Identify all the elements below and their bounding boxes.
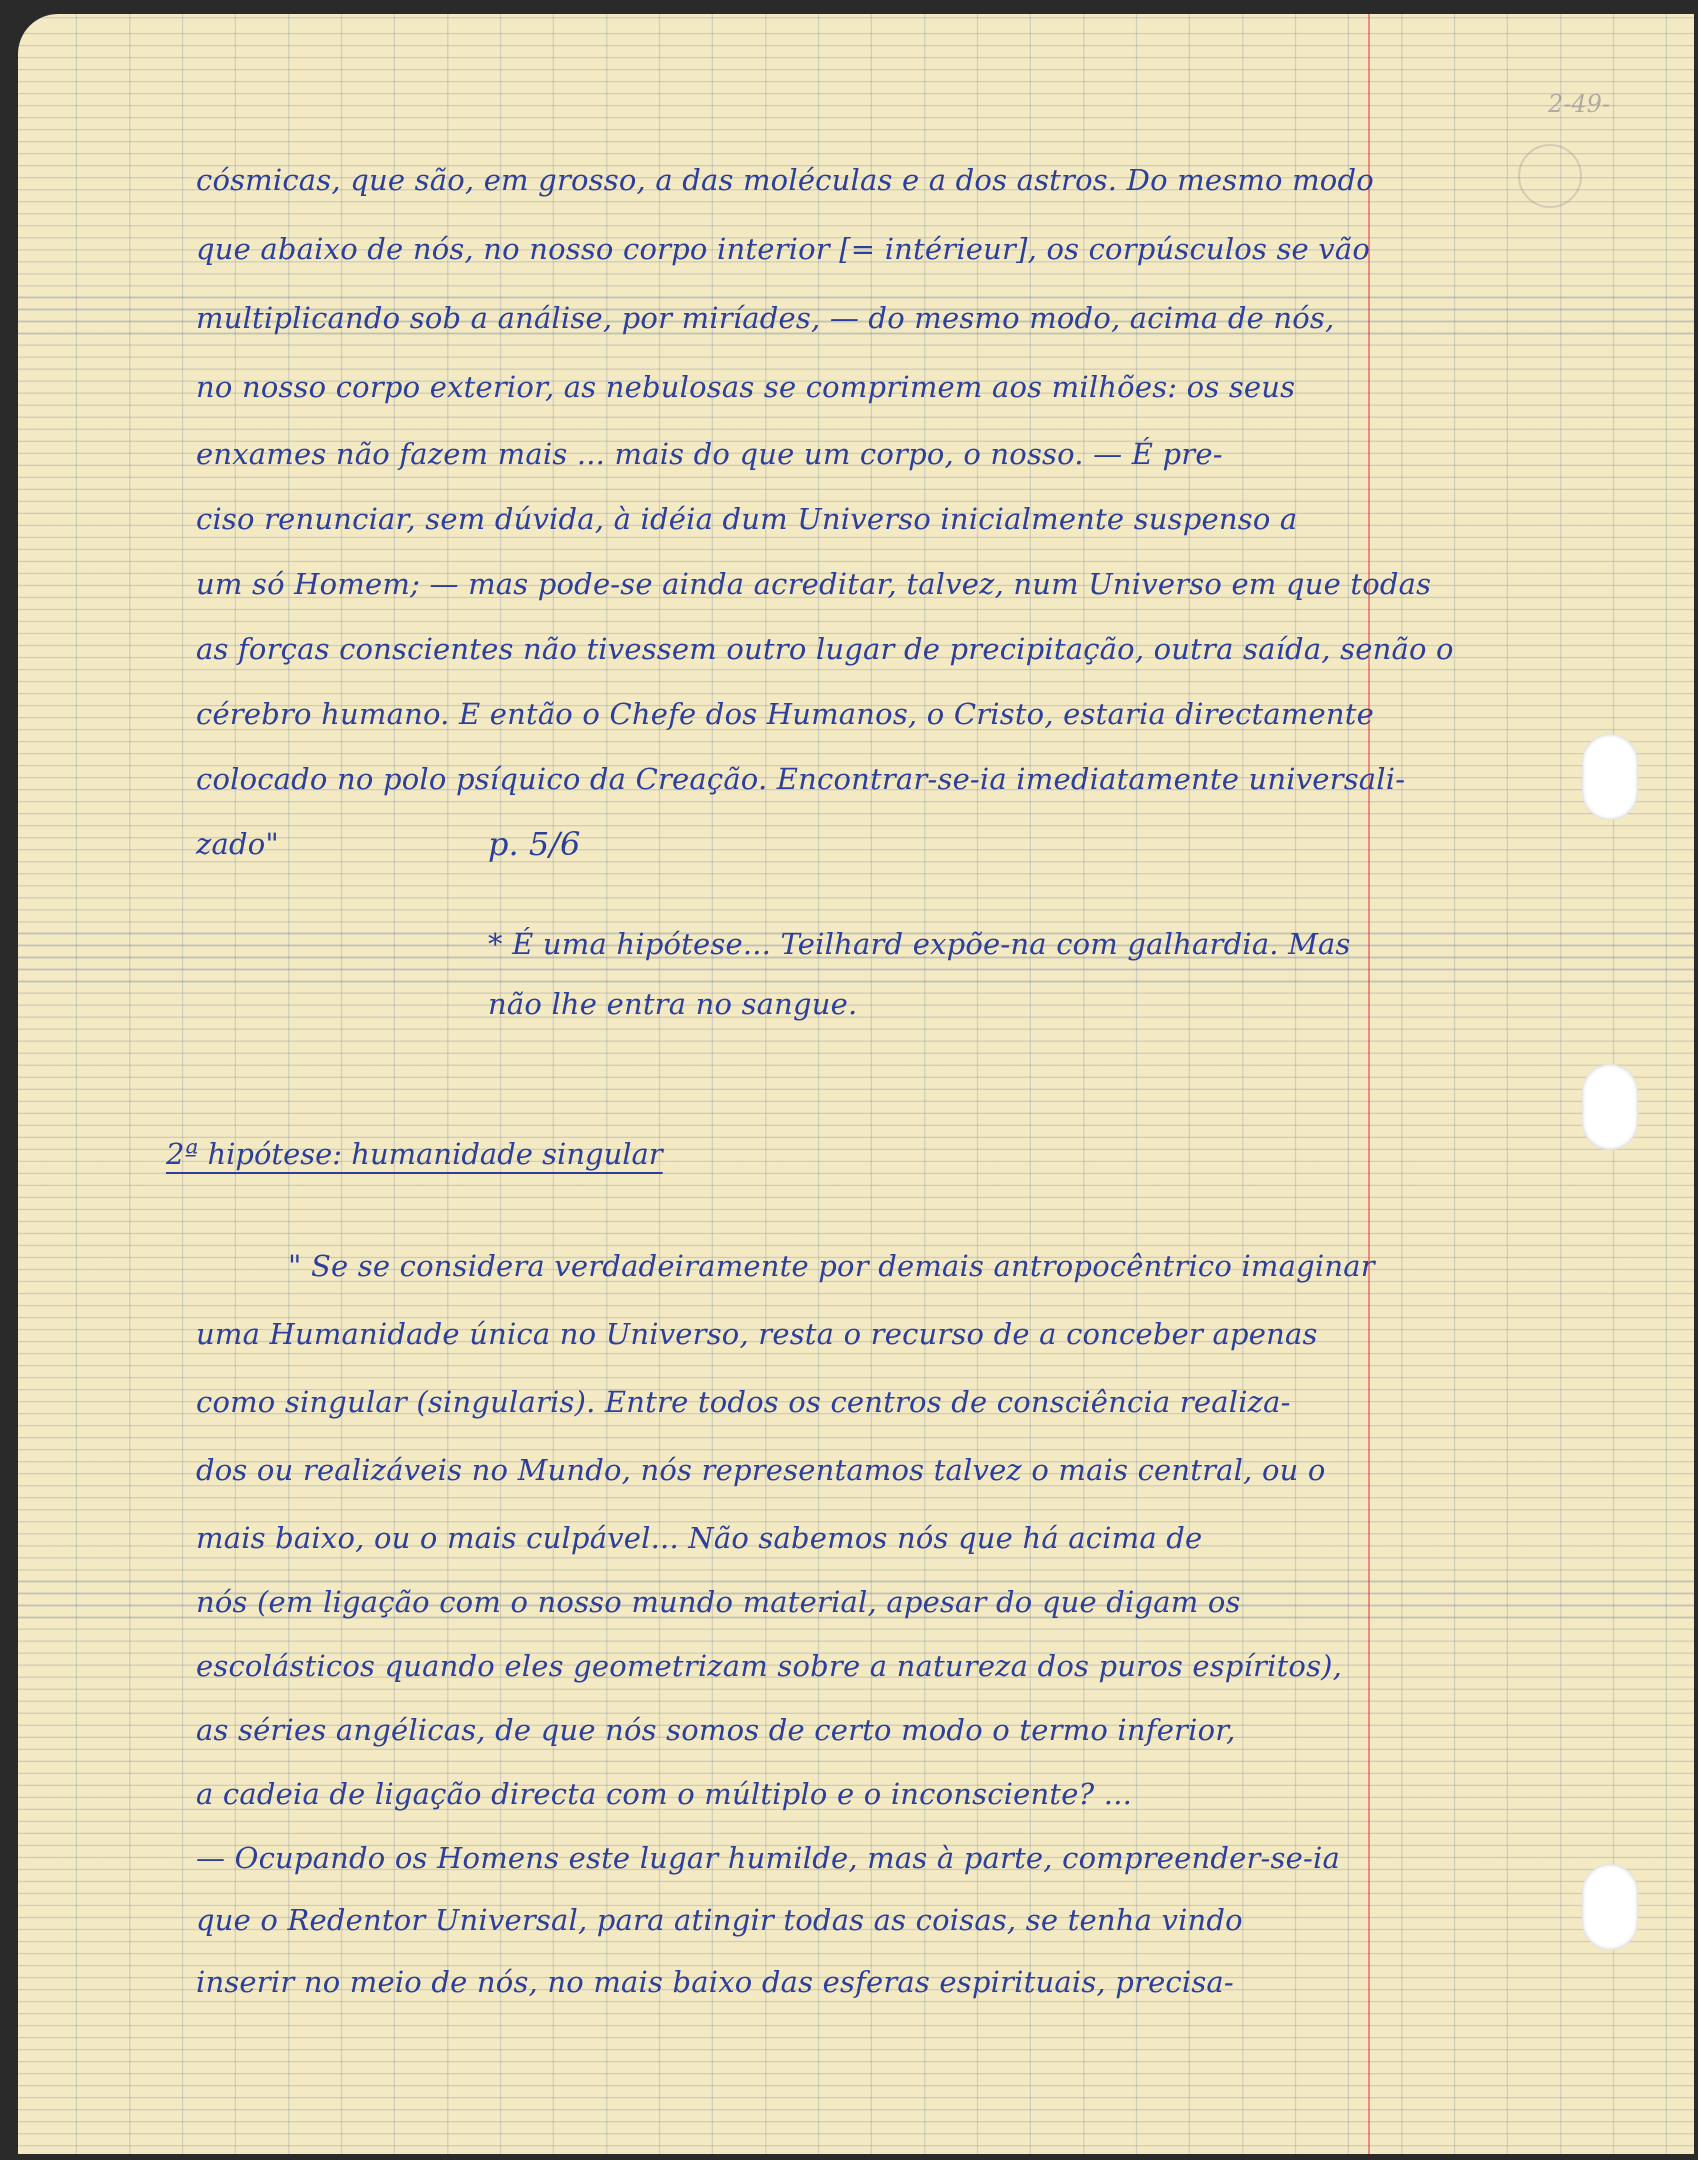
text-line: como singular (singularis). Entre todos os centros de consciência realiza-	[196, 1385, 1291, 1419]
text-line: um só Homem; — mas pode-se ainda acreditar, talvez, num Universo em que todas	[196, 567, 1432, 601]
text-line: cósmicas, que são, em grosso, a das moléculas e a dos astros. Do mesmo modo	[196, 163, 1374, 197]
text-line: cérebro humano. E então o Chefe dos Humanos, o Cristo, estaria directamente	[196, 697, 1375, 731]
text-line: — Ocupando os Homens este lugar humilde, mas à parte, compreender-se-ia	[196, 1841, 1340, 1875]
text-line: mais baixo, ou o mais culpável... Não sabemos nós que há acima de	[196, 1521, 1203, 1555]
text-line: inserir no meio de nós, no mais baixo das esferas espirituais, precisa-	[196, 1965, 1234, 1999]
text-line: zado"	[196, 827, 279, 861]
binder-hole	[1582, 1064, 1638, 1150]
text-line: dos ou realizáveis no Mundo, nós representamos talvez o mais central, ou o	[196, 1453, 1326, 1487]
text-line: ciso renunciar, sem dúvida, à idéia dum Universo inicialmente suspenso a	[196, 502, 1298, 536]
section-heading: 2ª hipótese: humanidade singular	[166, 1137, 663, 1171]
text-line: multiplicando sob a análise, por miríades, — do mesmo modo, acima de nós,	[196, 301, 1335, 335]
text-line: a cadeia de ligação directa com o múltiplo e o inconsciente? ...	[196, 1777, 1133, 1811]
text-line: as séries angélicas, de que nós somos de certo modo o termo inferior,	[196, 1713, 1236, 1747]
text-line: nós (em ligação com o nosso mundo material, apesar do que digam os	[196, 1585, 1241, 1619]
text-line: as forças conscientes não tivessem outro lugar de precipitação, outra saída, senão o	[196, 632, 1454, 666]
text-line: colocado no polo psíquico da Creação. Encontrar-se-ia imediatamente universali-	[196, 762, 1406, 796]
text-line: uma Humanidade única no Universo, resta o recurso de a conceber apenas	[196, 1317, 1318, 1351]
note-line: não lhe entra no sangue.	[488, 987, 858, 1021]
text-line: que abaixo de nós, no nosso corpo interior [= intérieur], os corpúsculos se vão	[196, 232, 1371, 266]
text-line: " Se se considera verdadeiramente por demais antropocêntrico imaginar	[288, 1249, 1375, 1283]
notebook-page	[18, 14, 1694, 2154]
note-line: * É uma hipótese... Teilhard expõe-na com galhardia. Mas	[488, 927, 1351, 961]
binder-hole	[1582, 1864, 1638, 1950]
text-line: escolásticos quando eles geometrizam sobre a natureza dos puros espíritos),	[196, 1649, 1343, 1683]
page-number-mark: 2-49-	[1548, 90, 1611, 118]
text-line: enxames não fazem mais ... mais do que um corpo, o nosso. — É pre-	[196, 437, 1223, 471]
text-line: que o Redentor Universal, para atingir todas as coisas, se tenha vindo	[196, 1903, 1243, 1937]
page-reference: p. 5/6	[488, 825, 581, 863]
binder-hole	[1582, 734, 1638, 820]
text-line: no nosso corpo exterior, as nebulosas se comprimem aos milhões: os seus	[196, 370, 1296, 404]
